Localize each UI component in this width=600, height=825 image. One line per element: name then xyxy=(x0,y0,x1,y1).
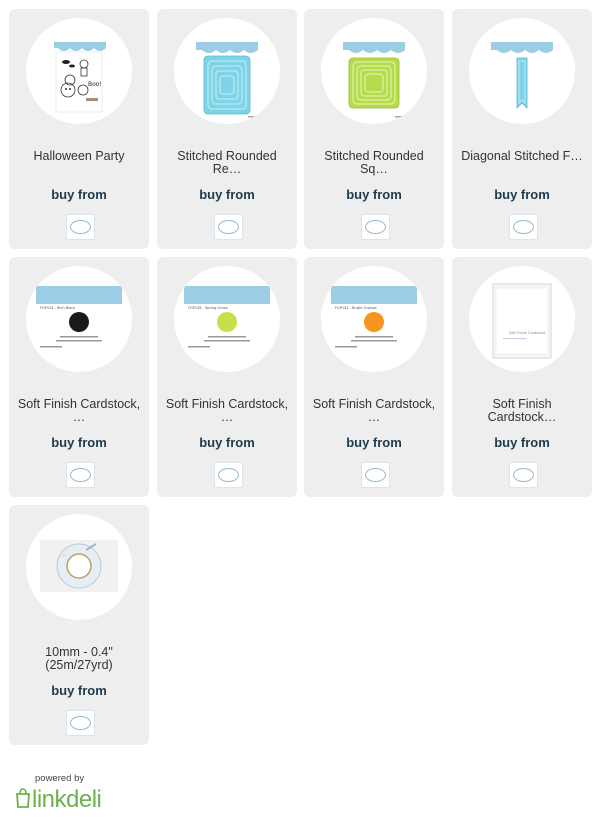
product-code-label: FGP142 - Bright Orange xyxy=(335,306,377,310)
product-image[interactable] xyxy=(174,18,280,124)
product-image[interactable] xyxy=(26,266,132,372)
buy-from-label[interactable]: buy from xyxy=(51,435,107,450)
product-image[interactable] xyxy=(321,18,427,124)
product-title[interactable]: Soft Finish Cardstock, … xyxy=(17,397,141,424)
retailer-logo[interactable] xyxy=(361,462,390,488)
product-title[interactable]: Diagonal Stitched F… xyxy=(461,149,583,163)
product-image[interactable] xyxy=(26,18,132,124)
product-title[interactable]: Stitched Rounded Sq… xyxy=(324,149,424,176)
powered-by-text: powered by xyxy=(35,773,85,784)
product-card-cardstock-bright-orange[interactable] xyxy=(304,257,444,497)
product-title[interactable]: Halloween Party xyxy=(33,149,125,163)
product-card-cardstock-spring-green[interactable] xyxy=(157,257,297,497)
svg-text:Boo!: Boo! xyxy=(88,81,102,88)
product-image[interactable] xyxy=(174,266,280,372)
product-title[interactable]: Stitched Rounded Re… xyxy=(177,149,277,176)
product-card-double-sided-tape[interactable] xyxy=(9,505,149,745)
linkdeli-logo[interactable] xyxy=(15,786,101,815)
retailer-logo[interactable] xyxy=(361,214,390,240)
product-image[interactable] xyxy=(469,266,575,372)
product-card-cardstock-white-pack[interactable] xyxy=(452,257,592,497)
retailer-logo[interactable] xyxy=(214,462,243,488)
buy-from-label[interactable]: buy from xyxy=(494,187,550,202)
buy-from-label[interactable]: buy from xyxy=(346,435,402,450)
product-title[interactable]: Soft Finish Cardstock, … xyxy=(312,397,436,424)
product-card-diagonal-stitched-flag[interactable] xyxy=(452,9,592,249)
svg-text:···: ··· xyxy=(62,553,66,558)
buy-from-label[interactable]: buy from xyxy=(199,187,255,202)
product-title[interactable]: Soft Finish Cardstock, … xyxy=(165,397,289,424)
product-card-halloween-party[interactable] xyxy=(9,9,149,249)
product-image[interactable] xyxy=(26,514,132,620)
retailer-logo[interactable] xyxy=(509,214,538,240)
buy-from-label[interactable]: buy from xyxy=(346,187,402,202)
package-label: Soft Finish Cardstock xyxy=(509,331,546,335)
product-code-label: FGP128 - Spring Green xyxy=(188,306,229,310)
product-image[interactable] xyxy=(321,266,427,372)
retailer-logo[interactable] xyxy=(509,462,538,488)
product-card-stitched-rounded-rectangles[interactable] xyxy=(157,9,297,249)
brand-name: linkdeli xyxy=(32,786,102,813)
shopping-bag-icon xyxy=(15,787,31,815)
retailer-logo[interactable] xyxy=(66,214,95,240)
buy-from-label[interactable]: buy from xyxy=(199,435,255,450)
product-code-label: FGP124 - Rich Black xyxy=(40,306,76,310)
product-card-cardstock-rich-black[interactable] xyxy=(9,257,149,497)
buy-from-label[interactable]: buy from xyxy=(51,683,107,698)
buy-from-label[interactable]: buy from xyxy=(51,187,107,202)
product-image[interactable] xyxy=(469,18,575,124)
product-card-stitched-rounded-squares[interactable] xyxy=(304,9,444,249)
retailer-logo[interactable] xyxy=(214,214,243,240)
product-title[interactable]: Soft Finish Cardstock… xyxy=(487,397,557,424)
retailer-logo[interactable] xyxy=(66,462,95,488)
buy-from-label[interactable]: buy from xyxy=(494,435,550,450)
retailer-logo[interactable] xyxy=(66,710,95,736)
product-title[interactable]: 10mm - 0.4" (25m/27yrd) xyxy=(45,645,113,672)
